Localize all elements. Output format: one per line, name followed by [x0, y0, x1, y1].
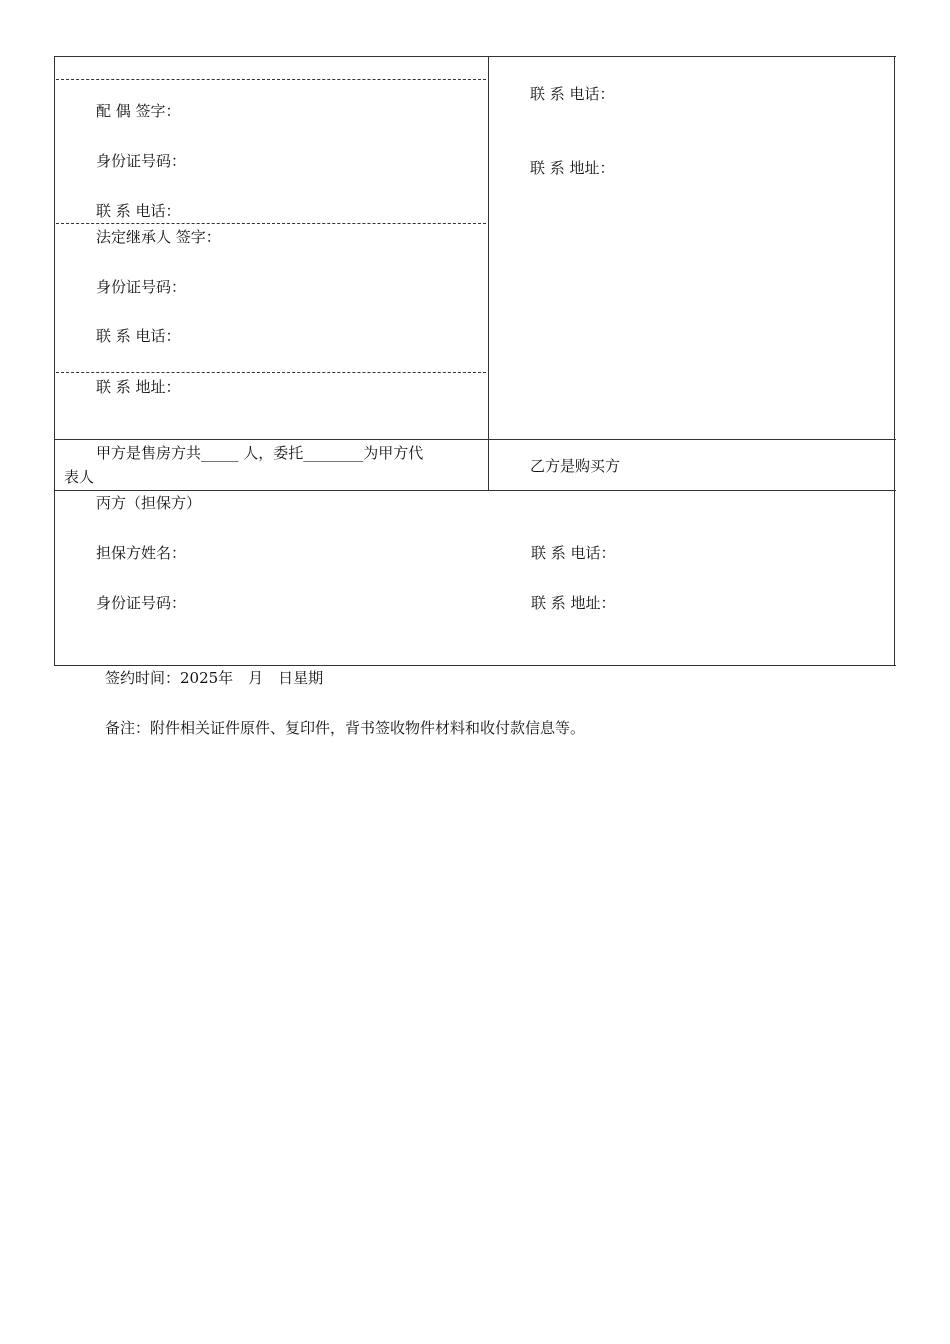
guarantor-address-label: 联 系 地址： [531, 594, 616, 612]
heir-signature-label: 法定继承人 签字： [96, 228, 221, 246]
guarantor-heading: 丙方（担保方） [96, 494, 202, 512]
guarantor-phone-label: 联 系 电话： [531, 544, 616, 562]
table-row-divider-summary [54, 439, 896, 440]
buyer-phone-label: 联 系 电话： [530, 85, 615, 103]
table-border-left [54, 56, 55, 666]
spouse-id-label: 身份证号码： [96, 152, 187, 170]
seller-summary-line2: 表人 [64, 468, 95, 486]
spouse-signature-label: 配 偶 签字： [96, 102, 181, 120]
table-border-bottom [54, 665, 896, 666]
sign-date-line: 签约时间：2025年 月 日星期 [105, 669, 324, 687]
buyer-summary: 乙方是购买方 [530, 457, 621, 475]
spouse-phone-label: 联 系 电话： [96, 202, 181, 220]
seller-address-label: 联 系 地址： [96, 378, 181, 396]
table-border-top [54, 56, 896, 57]
guarantor-name-label: 担保方姓名： [96, 544, 187, 562]
heir-phone-label: 联 系 电话： [96, 327, 181, 345]
table-column-divider [488, 56, 489, 490]
seller-summary-line1: 甲方是售房方共_____ 人，委托________为甲方代 [96, 444, 424, 462]
table-row-divider-guarantor [54, 490, 896, 491]
dashed-separator [56, 372, 486, 373]
table-border-right [894, 56, 895, 666]
dashed-separator [56, 79, 486, 80]
buyer-address-label: 联 系 地址： [530, 159, 615, 177]
remark-line: 备注：附件相关证件原件、复印件，背书签收物件材料和收付款信息等。 [105, 719, 586, 737]
guarantor-id-label: 身份证号码： [96, 594, 187, 612]
heir-id-label: 身份证号码： [96, 278, 187, 296]
dashed-separator [56, 223, 486, 224]
